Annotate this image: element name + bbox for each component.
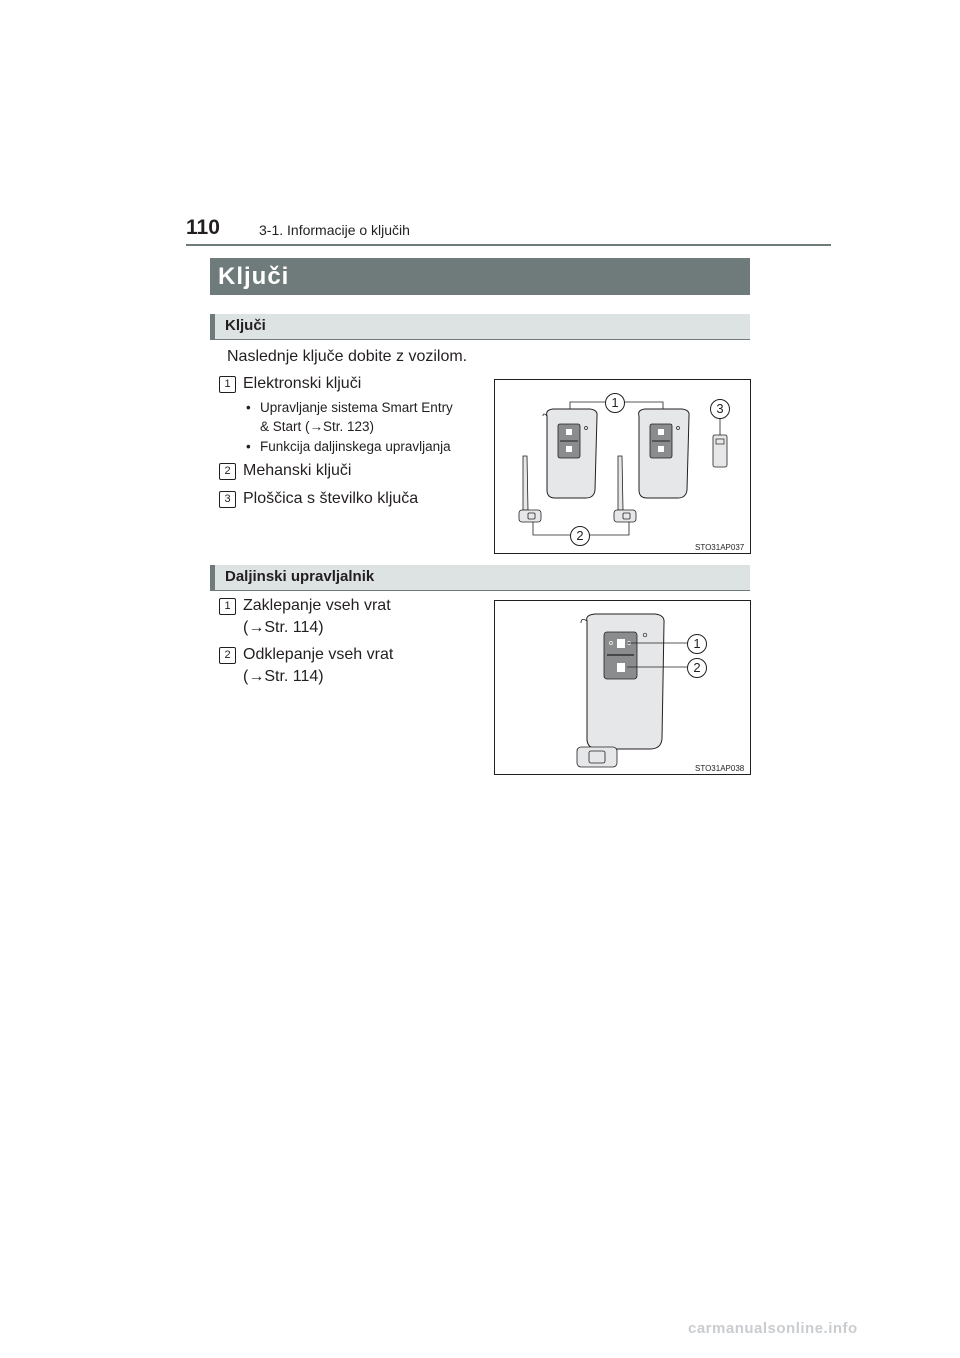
bullet-text: & Start (→Str. 123) bbox=[260, 419, 375, 434]
item-label: Mehanski ključi bbox=[243, 462, 352, 479]
item-number: 1 bbox=[219, 376, 236, 393]
key-number-plate-icon bbox=[713, 435, 727, 467]
item-number: 2 bbox=[219, 463, 236, 480]
callout-number: 2 bbox=[687, 658, 707, 678]
section-heading-keys bbox=[210, 314, 750, 340]
page-title-bar bbox=[210, 258, 750, 295]
item-label: Odklepanje vseh vrat bbox=[243, 646, 394, 663]
bullet-text: Upravljanje sistema Smart Entry bbox=[260, 400, 453, 415]
page-title: Ključi bbox=[218, 263, 290, 290]
electronic-key-icon bbox=[543, 409, 597, 498]
remote-illustration bbox=[495, 601, 750, 774]
page-reference: (→Str. 114) bbox=[243, 668, 324, 685]
section-heading-remote bbox=[210, 565, 750, 591]
figure-code: STO31AP037 bbox=[695, 543, 745, 552]
remote-figure bbox=[494, 600, 751, 775]
callout-number: 1 bbox=[687, 634, 707, 654]
callout-number: 1 bbox=[605, 393, 625, 413]
callout-number: 3 bbox=[710, 399, 730, 419]
watermark-text: carmanualsonline.info bbox=[688, 1320, 858, 1337]
item-number: 2 bbox=[219, 647, 236, 664]
keys-figure bbox=[494, 379, 751, 554]
section-heading-text: Ključi bbox=[225, 317, 266, 334]
figure-code: STO31AP038 bbox=[695, 764, 745, 773]
page-reference: (→Str. 114) bbox=[243, 619, 324, 636]
bullet-dot: • bbox=[246, 439, 251, 454]
item-number: 1 bbox=[219, 598, 236, 615]
intro-text: Naslednje ključe dobite z vozilom. bbox=[227, 348, 468, 365]
mechanical-key-icon bbox=[519, 456, 541, 522]
electronic-key-icon bbox=[639, 409, 690, 498]
item-label: Zaklepanje vseh vrat bbox=[243, 597, 391, 614]
item-number: 3 bbox=[219, 491, 236, 508]
chapter-title: 3-1. Informacije o ključih bbox=[259, 222, 410, 238]
bullet-text: Funkcija daljinskega upravljanja bbox=[260, 439, 451, 454]
item-label: Elektronski ključi bbox=[243, 375, 362, 392]
bullet-dot: • bbox=[246, 400, 251, 415]
remote-key-icon bbox=[577, 614, 664, 767]
page-number: 110 bbox=[186, 216, 220, 239]
item-label: Ploščica s številko ključa bbox=[243, 490, 419, 507]
callout-number: 2 bbox=[570, 526, 590, 546]
mechanical-key-icon bbox=[614, 456, 636, 522]
header-rule bbox=[186, 244, 831, 246]
section-heading-text: Daljinski upravljalnik bbox=[225, 568, 375, 585]
